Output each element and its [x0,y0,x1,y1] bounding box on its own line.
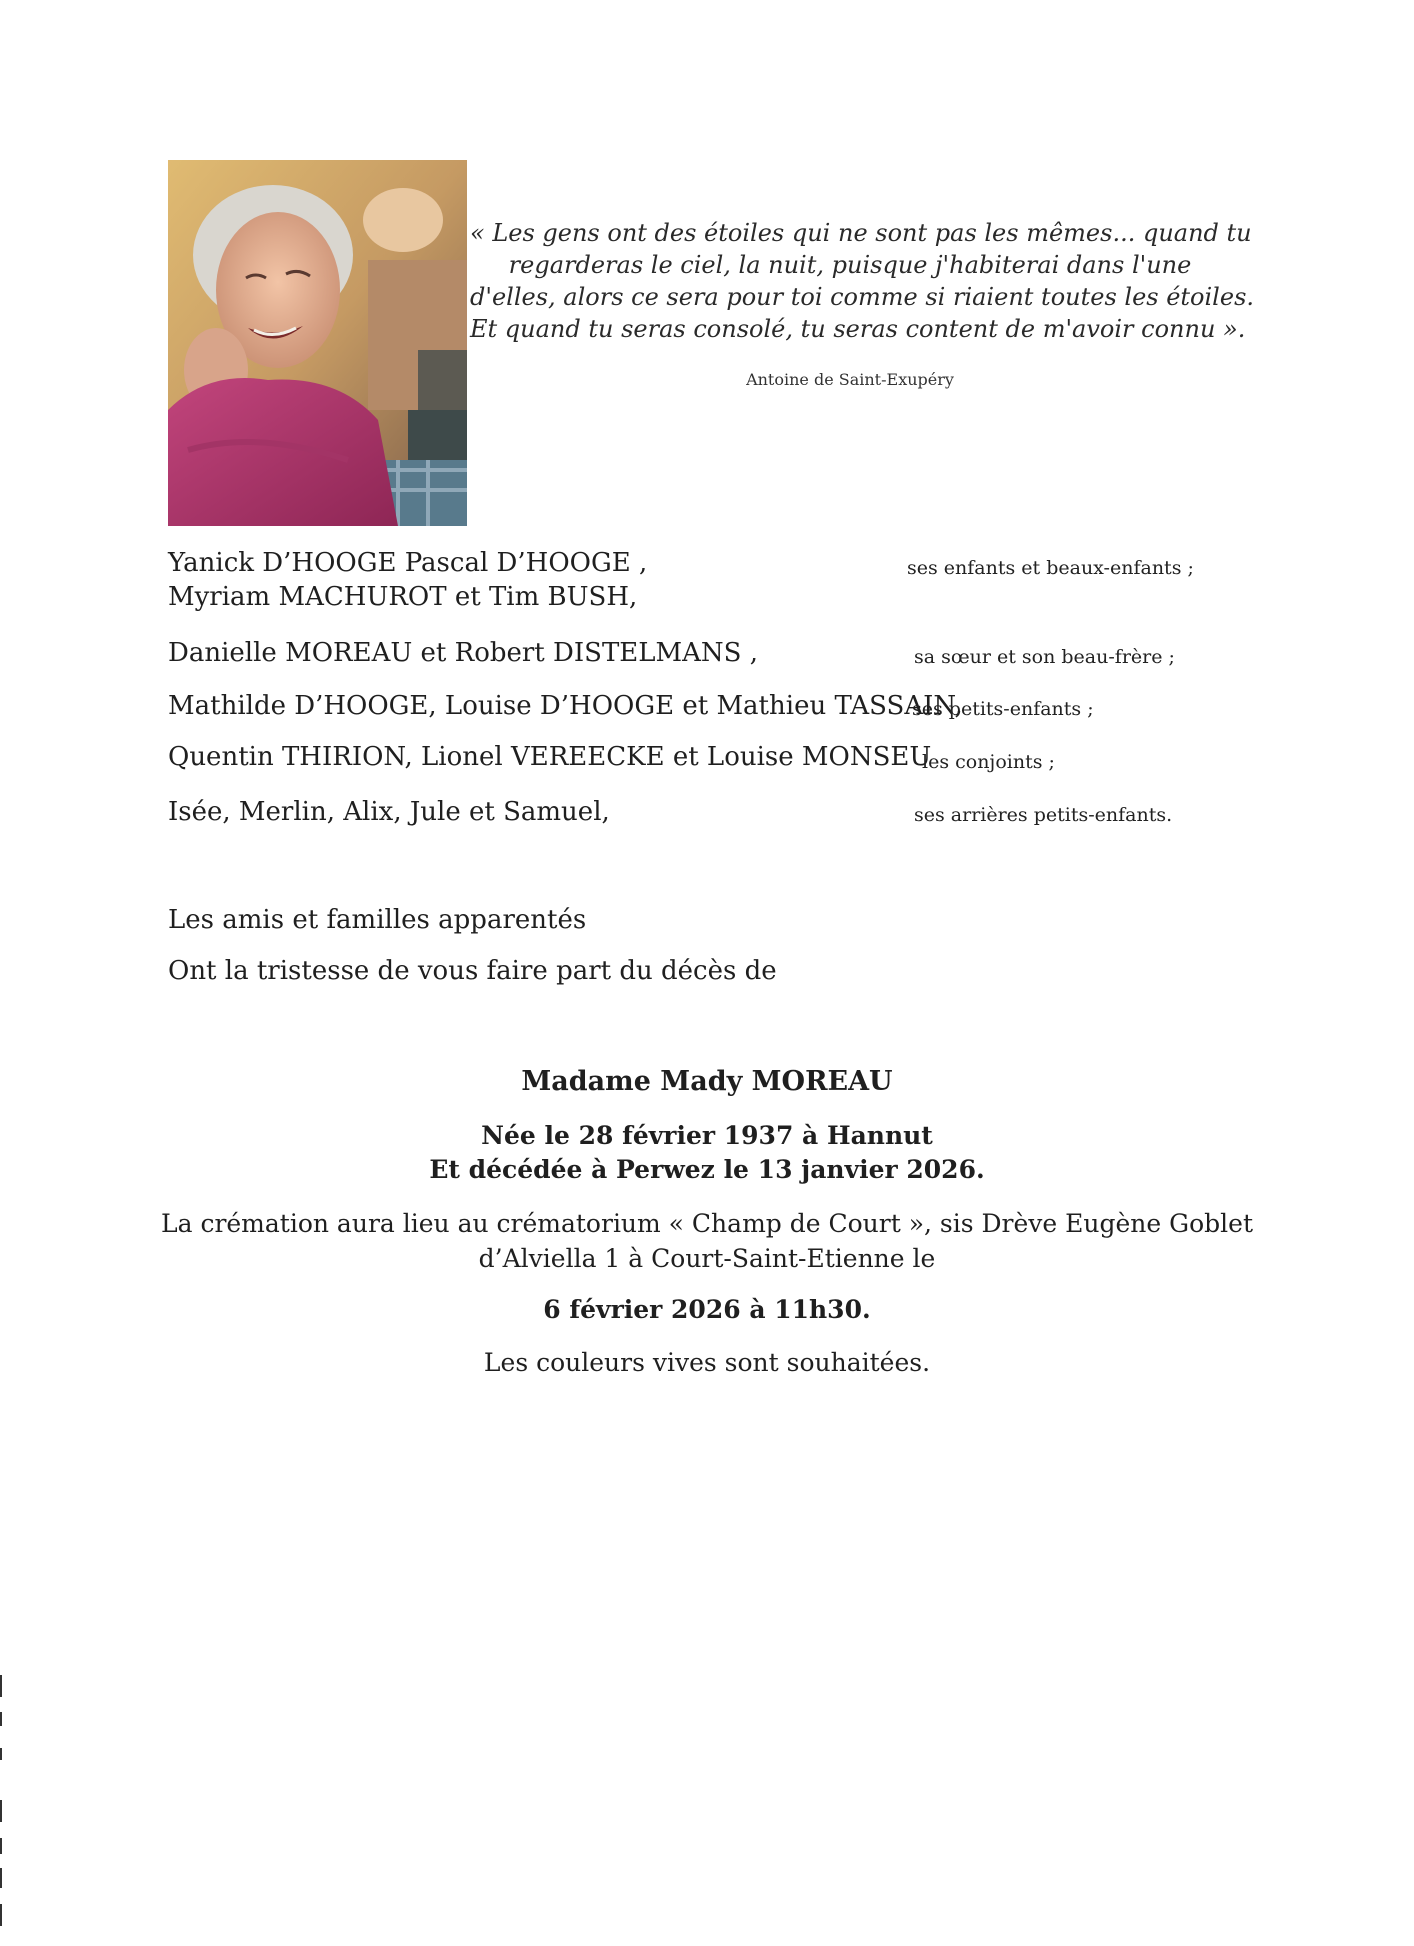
ceremony-datetime: 6 février 2026 à 11h30. [543,1295,871,1324]
family-relation: sa sœur et son beau-frère ; [914,646,1175,668]
family-names: Mathilde D’HOOGE, Louise D’HOOGE et Mathieu TASSAIN, [168,691,963,721]
ceremony-line: d’Alviella 1 à Court-Saint-Etienne le [478,1244,936,1273]
quote-line: « Les gens ont des étoiles qui ne sont pas les mêmes... quand tu [470,219,1252,247]
intro-line: Les amis et familles apparentés [168,905,587,935]
scan-mark [0,1838,2,1854]
quote-line: d'elles, alors ce sera pour toi comme si riaient toutes les étoiles. [470,283,1255,311]
quote-author: Antoine de Saint-Exupéry [746,370,954,389]
scan-mark [0,1868,2,1888]
family-relation: ses arrières petits-enfants. [914,804,1173,826]
birth-line: Née le 28 février 1937 à Hannut [481,1121,933,1150]
deceased-name: Madame Mady MOREAU [521,1066,893,1097]
portrait-photo-icon [168,160,467,526]
scan-mark [0,1675,2,1697]
quote-line: regarderas le ciel, la nuit, puisque j'habiterai dans l'une [508,251,1192,279]
scan-mark [0,1712,2,1726]
scan-mark [0,1904,2,1926]
family-relation: ses enfants et beaux-enfants ; [907,557,1194,579]
family-relation: les conjoints ; [922,751,1055,773]
ceremony-wish: Les couleurs vives sont souhaitées. [483,1348,931,1377]
family-names: Myriam MACHUROT et Tim BUSH, [168,582,638,612]
family-names: Quentin THIRION, Lionel VEREECKE et Louise MONSEU [168,742,932,772]
family-names: Danielle MOREAU et Robert DISTELMANS , [168,638,759,668]
family-relation: ses petits-enfants ; [912,698,1094,720]
ceremony-line: La crémation aura lieu au crématorium « Champ de Court », sis Drève Eugène Goblet [160,1209,1253,1238]
scan-mark [0,1800,2,1822]
family-names: Isée, Merlin, Alix, Jule et Samuel, [168,797,610,827]
intro-line: Ont la tristesse de vous faire part du décès de [168,956,777,986]
scan-mark [0,1748,2,1760]
quote-line: Et quand tu seras consolé, tu seras content de m'avoir connu ». [470,315,1246,343]
family-names: Yanick D’HOOGE Pascal D’HOOGE , [168,548,648,578]
quote-block [470,217,1255,345]
death-line: Et décédée à Perwez le 13 janvier 2026. [429,1155,985,1184]
portrait-photo [168,160,467,526]
